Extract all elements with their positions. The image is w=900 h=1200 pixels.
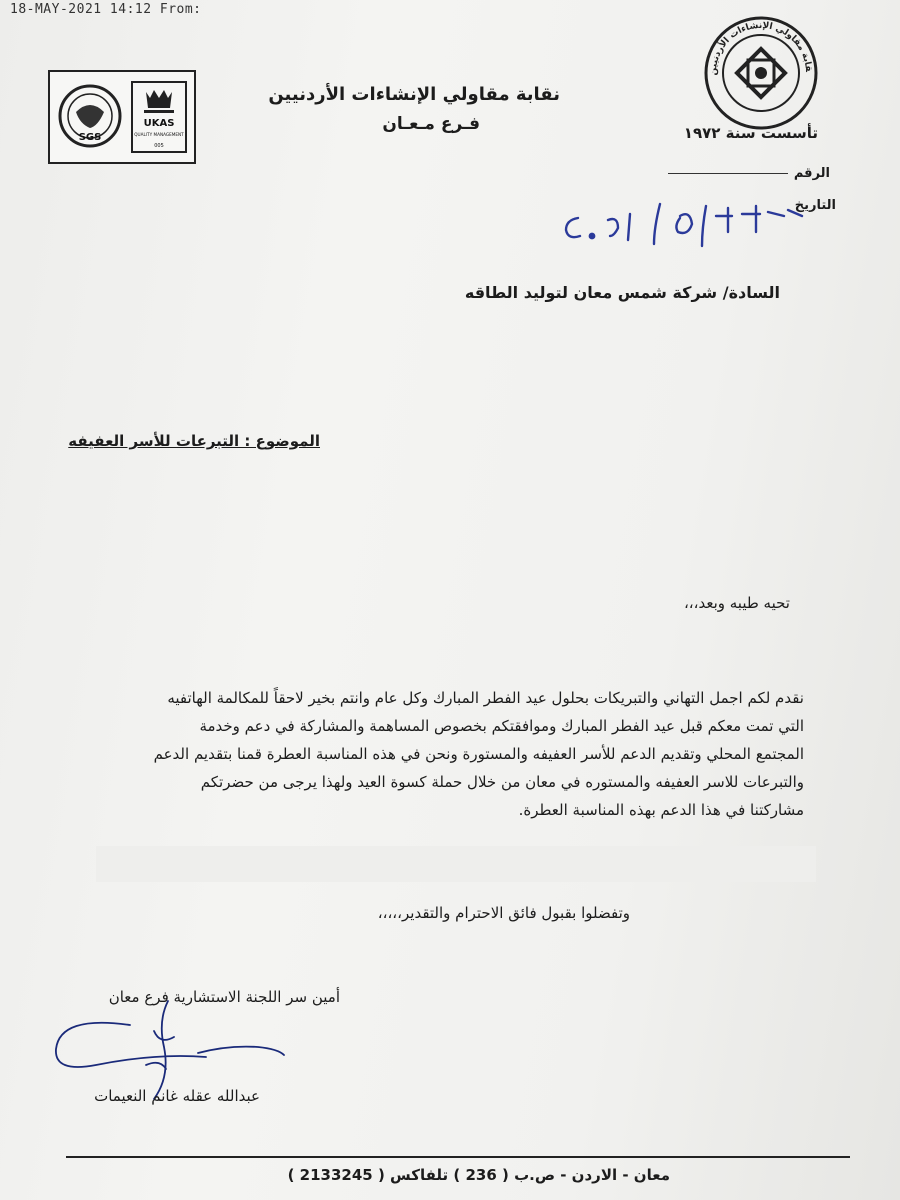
signer-title: أمين سر اللجنة الاستشارية فرع معان <box>108 988 340 1006</box>
signer-name: عبدالله عقله غانم النعيمات <box>94 1087 260 1105</box>
org-name: نقابة مقاولي الإنشاءات الأردنيين <box>268 84 560 105</box>
date-label: التاريخ <box>794 198 836 213</box>
addressee: السادة/ شركة شمس معان لتوليد الطاقه <box>464 283 780 302</box>
body-line: التي تمت معكم قبل عيد الفطر المبارك وموافقتكم بخصوص المساهمة والمشاركة في دعم وخدمة <box>199 717 804 735</box>
greeting: تحيه طيبه وبعد،،، <box>683 594 790 612</box>
reference-number-row <box>668 166 830 181</box>
fax-header: 18-MAY-2021 14:12 From: <box>10 2 202 17</box>
reference-line <box>668 173 788 174</box>
footer-address: معان - الاردن - ص.ب ( 236 ) تلفاكس ( 2133245 ) <box>287 1166 670 1184</box>
sgs-logo-icon <box>56 82 124 150</box>
ukas-code-label: 005 <box>154 143 164 149</box>
letter-body <box>44 684 804 824</box>
handwritten-date <box>556 196 826 252</box>
body-line: مشاركتنا في هذا الدعم بهذه المناسبة العطرة. <box>518 801 804 819</box>
footer-divider <box>66 1156 850 1158</box>
ukas-logo-icon <box>130 80 188 154</box>
syndicate-seal-icon <box>702 14 820 132</box>
ukas-sub-label: QUALITY MANAGEMENT <box>134 132 184 137</box>
body-line: والتبرعات للاسر العفيفه والمستوره في معان من خلال حملة كسوة العيد ولهذا يرجى من حضرتكم <box>200 773 804 791</box>
subject: الموضوع : التبرعات للأسر العفيفه <box>68 432 320 450</box>
certification-logos <box>48 70 196 164</box>
seal-text: قابة مقاولي الإنشاءات الأردنيين <box>708 20 814 76</box>
sgs-label: SGS <box>78 132 102 143</box>
branch-name: فـرع مـعـان <box>382 114 480 134</box>
closing: وتفضلوا بقبول فائق الاحترام والتقدير،،،،، <box>377 904 630 922</box>
svg-text:نقابة مقاولي الإنشاءات الأردني <box>702 14 813 76</box>
reference-label: الرقم <box>793 166 830 181</box>
redacted-area <box>96 846 816 882</box>
ukas-label: UKAS <box>143 118 175 129</box>
founded-year: تأسست سنة ١٩٧٢ <box>683 124 818 142</box>
body-line: نقدم لكم اجمل التهاني والتبريكات بحلول عيد الفطر المبارك وكل عام وانتم بخير لاحقاً للمكالمة الهاتفيه <box>167 689 804 707</box>
body-line: المجتمع المحلي وتقديم الدعم للأسر العفيفه والمستورة ونحن في هذه المناسبة العطرة قمنا بتقديم الدعم <box>153 745 804 763</box>
